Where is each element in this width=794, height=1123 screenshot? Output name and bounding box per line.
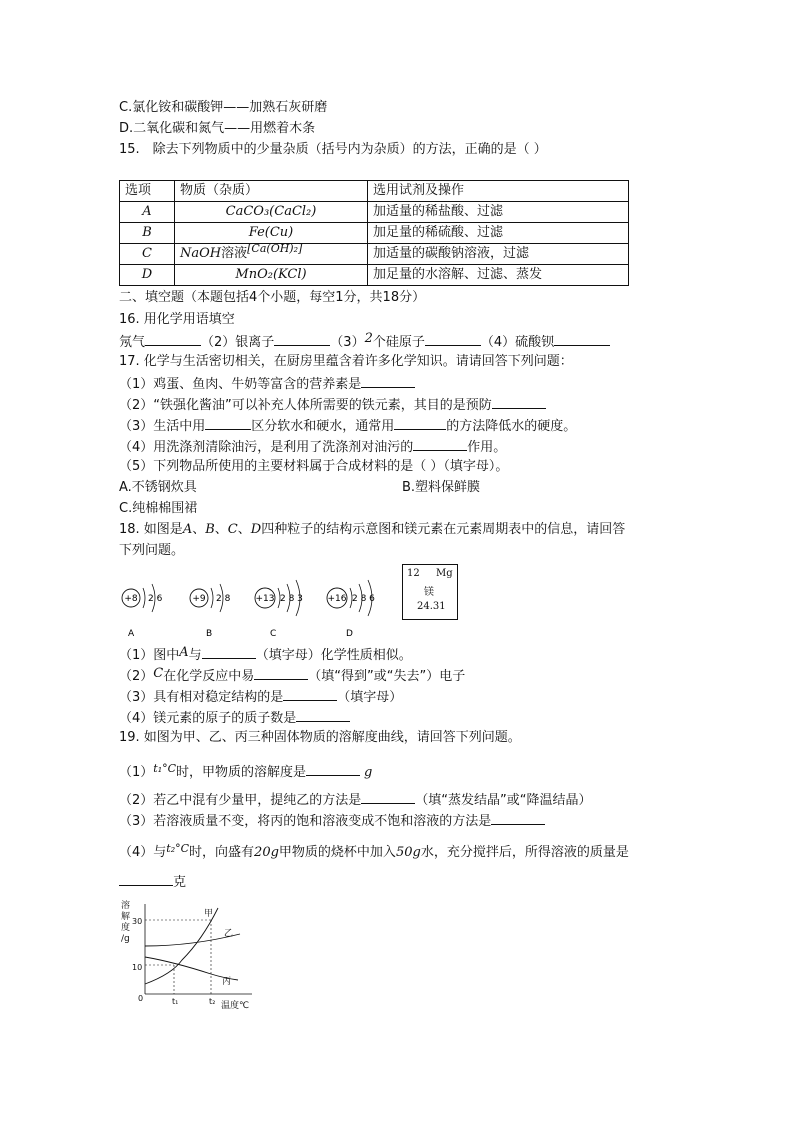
q19-text: （1） (119, 765, 154, 780)
q19-sub4-cont (119, 872, 186, 892)
electron-shells: 2 8 3 (280, 594, 303, 604)
answer-blank[interactable] (202, 645, 256, 659)
x-tick-label: t₂ (209, 997, 216, 1006)
temp-t2: t₂°C (166, 842, 190, 855)
atomic-mass: 24.31 (417, 601, 446, 612)
y-axis-label: /g (121, 934, 130, 944)
answer-blank[interactable] (413, 437, 467, 451)
q18-text: （填“得到”或“失去”）电子 (308, 669, 466, 684)
atom-b (190, 584, 231, 639)
q16-part3-tail: 个硅原子 (372, 335, 425, 350)
label-c: C (227, 522, 238, 537)
y-axis-label: 溶 (121, 901, 131, 911)
table-cell-method: 加足量的稀硫酸、过滤 (368, 223, 629, 244)
q15-stem: 15. 除去下列物质中的少量杂质（括号内为杂质）的方法，正确的是（ ） (119, 142, 547, 157)
q19-text: （2）若乙中混有少量甲，提纯乙的方法是 (119, 793, 362, 808)
series-label-jia: 甲 (204, 909, 214, 919)
q19-text: 克 (173, 875, 187, 890)
table-cell-option: C (120, 244, 175, 265)
q15-options-table (119, 180, 629, 286)
q17-sub1-text: （1）鸡蛋、鱼肉、牛奶等富含的营养素是 (119, 377, 362, 392)
q17-sub5: （5）下列物品所使用的主要材料属于合成材料的是（ ）（填字母）。 (119, 459, 509, 474)
x-axis-label: 温度℃ (221, 1001, 250, 1010)
q18-text: （1）图中 (119, 648, 180, 663)
q19-text: 时，向盛有 (189, 845, 255, 860)
q18-text: 18. 如图是 (119, 522, 183, 537)
q19-sub1 (119, 762, 372, 782)
table-cell-method: 加适量的稀盐酸、过滤 (368, 202, 629, 223)
table-cell-substance (175, 244, 368, 265)
nucleus-charge: +8 (124, 594, 138, 604)
answer-blank[interactable] (274, 332, 330, 346)
table-row (120, 202, 629, 223)
q17-option-a: A.不锈钢炊具 (119, 480, 197, 495)
table-cell-option: D (120, 265, 175, 286)
table-cell-option: A (120, 202, 175, 223)
nucleus-charge: +13 (255, 594, 275, 604)
table-cell-substance: Fe(Cu) (175, 223, 368, 244)
label-c: C (153, 666, 164, 681)
answer-blank[interactable] (145, 332, 201, 346)
q18-text: （填字母）化学性质相似。 (255, 648, 412, 663)
q17-sub3 (119, 416, 576, 436)
atom-structure-diagrams (110, 560, 390, 640)
q16-part2: （2）银离子 (201, 335, 275, 350)
mass-20g: 20g (254, 845, 279, 860)
q14-option-c: C.氯化铵和碳酸钾——加熟石灰研磨 (119, 100, 328, 115)
q18-title (119, 521, 625, 539)
atom-a (122, 584, 163, 639)
answer-blank[interactable] (283, 687, 337, 701)
answer-blank[interactable] (492, 395, 546, 409)
nucleus-charge: +16 (327, 594, 347, 604)
table-row (120, 265, 629, 286)
nucleus-charge: +9 (192, 594, 206, 604)
q19-text: （填“蒸发结晶”或“降温结晶） (415, 793, 592, 808)
atom-d (327, 580, 375, 639)
answer-blank[interactable] (296, 708, 350, 722)
atomic-number: 12 (407, 568, 420, 579)
q18-sub2 (119, 666, 465, 686)
q18-sub3 (119, 687, 402, 707)
q14-option-d: D.二氧化碳和氮气——用燃着木条 (119, 121, 316, 136)
table-row (120, 244, 629, 265)
answer-blank[interactable] (394, 416, 446, 430)
q17-title: 17. 化学与生活密切相关，在厨房里蕴含着许多化学知识。请请回答下列问题： (119, 354, 573, 369)
temp-t1: t₁°C (153, 762, 177, 775)
q16-part3: （3） (330, 335, 365, 350)
q18-sub4 (119, 708, 350, 728)
q18-text: （3）具有相对稳定结构的是 (119, 690, 284, 705)
q19-text: 水，充分搅拌后，所得溶液的质量是 (420, 845, 629, 860)
q16-number: 2 (364, 331, 373, 346)
q18-sub1 (119, 645, 412, 665)
electron-shells: 2 8 (216, 594, 231, 604)
q17-sub3-text: 的方法降低水的硬度。 (446, 419, 577, 434)
q17-sub4 (119, 437, 506, 457)
label-b: B (205, 522, 215, 537)
table-header-cell: 物质（杂质） (175, 181, 368, 202)
q17-option-b: B.塑料保鲜膜 (402, 480, 481, 495)
answer-blank[interactable] (119, 872, 173, 886)
q18-text: （4）镁元素的原子的质子数是 (119, 711, 297, 726)
q19-sub4 (119, 844, 629, 862)
q17-sub3-text: 区分软水和硬水，通常用 (251, 419, 395, 434)
q17-option-c: C.纯棉棉围裙 (119, 501, 198, 516)
atom-c (255, 580, 303, 639)
q18-text: 与 (188, 648, 202, 663)
sep: 、 (237, 522, 251, 537)
sep: 、 (214, 522, 228, 537)
atom-label: D (346, 629, 353, 639)
periodic-table-cell-magnesium (402, 564, 458, 620)
atom-label: B (206, 629, 213, 639)
atom-label: A (128, 629, 135, 639)
q19-text: （3）若溶液质量不变，将丙的饱和溶液变成不饱和溶液的方法是 (119, 814, 492, 829)
q16-part1: 氖气 (119, 335, 146, 350)
section-heading: 二、填空题（本题包括4个小题，每空1分，共18分） (119, 290, 426, 305)
y-axis-label: 度 (121, 923, 131, 933)
x-tick-label: t₁ (172, 997, 179, 1006)
series-label-bing: 丙 (222, 977, 232, 987)
table-header-row (120, 181, 629, 202)
q17-sub4-text: 作用。 (467, 440, 507, 455)
table-cell-method: 加足量的水溶解、过滤、蒸发 (368, 265, 629, 286)
label-a: A (182, 522, 193, 537)
mass-50g: 50g (395, 845, 421, 860)
q17-sub2 (119, 395, 546, 415)
q19-sub3 (119, 811, 545, 831)
y-tick-label: 10 (132, 963, 143, 972)
q17-sub3-text: （3）生活中用 (119, 419, 206, 434)
y-axis-label: 解 (121, 912, 131, 922)
answer-blank[interactable] (361, 790, 415, 804)
table-cell-option: B (120, 223, 175, 244)
q17-sub1 (119, 374, 415, 394)
answer-blank[interactable] (361, 374, 415, 388)
answer-blank[interactable] (306, 762, 360, 776)
q18-text: （2） (119, 669, 154, 684)
atom-label: C (270, 629, 277, 639)
q18-text: （填字母） (337, 690, 403, 705)
answer-blank[interactable] (425, 332, 481, 346)
answer-blank[interactable] (491, 811, 545, 825)
label-a: A (179, 645, 189, 660)
answer-blank[interactable] (554, 332, 610, 346)
table-cell-substance: MnO₂(KCl) (175, 265, 368, 286)
q18-text: 四种粒子的结构示意图和镁元素在元素周期表中的信息，请回答 (261, 522, 626, 537)
label-d: D (250, 522, 262, 537)
unit-g: g (364, 765, 373, 780)
answer-blank[interactable] (254, 666, 308, 680)
electron-shells: 2 6 (148, 594, 163, 604)
q17-sub4-text: （4）用洗涤剂清除油污，是利用了洗涤剂对油污的 (119, 440, 414, 455)
q16-part4: （4）硫酸钡 (480, 335, 555, 350)
table-row (120, 223, 629, 244)
q19-text: （4）与 (119, 845, 167, 860)
q18-title-cont: 下列问题。 (119, 543, 185, 558)
sep: 、 (192, 522, 206, 537)
table-header-cell: 选项 (120, 181, 175, 202)
q16-title: 16. 用化学用语填空 (119, 312, 235, 327)
electron-shells: 2 8 6 (352, 594, 375, 604)
q17-sub2-text: （2）“铁强化酱油”可以补充人体所需要的铁元素，其目的是预防 (119, 398, 492, 413)
q16-line (119, 332, 610, 352)
y-tick-label: 30 (132, 917, 143, 926)
table-cell-method: 加适量的碳酸钠溶液，过滤 (368, 244, 629, 265)
element-name: 镁 (424, 587, 434, 598)
q19-text: 甲物质的烧杯中加入 (278, 845, 396, 860)
answer-blank[interactable] (205, 416, 251, 430)
series-label-yi: 乙 (224, 929, 234, 939)
solution-word: 溶液 (221, 246, 248, 261)
formula: NaOH (180, 246, 222, 261)
q19-text: 时，甲物质的溶解度是 (176, 765, 307, 780)
solubility-chart (112, 898, 262, 1010)
q18-text: 在化学反应中易 (163, 669, 255, 684)
formula: [Ca(OH)₂] (247, 242, 303, 255)
q19-sub2 (119, 790, 592, 810)
table-header-cell: 选用试剂及操作 (368, 181, 629, 202)
origin-label: 0 (138, 994, 144, 1003)
element-symbol: Mg (436, 568, 453, 579)
table-cell-substance: CaCO₃(CaCl₂) (175, 202, 368, 223)
q19-title: 19. 如图为甲、乙、丙三种固体物质的溶解度曲线，请回答下列问题。 (119, 730, 521, 745)
